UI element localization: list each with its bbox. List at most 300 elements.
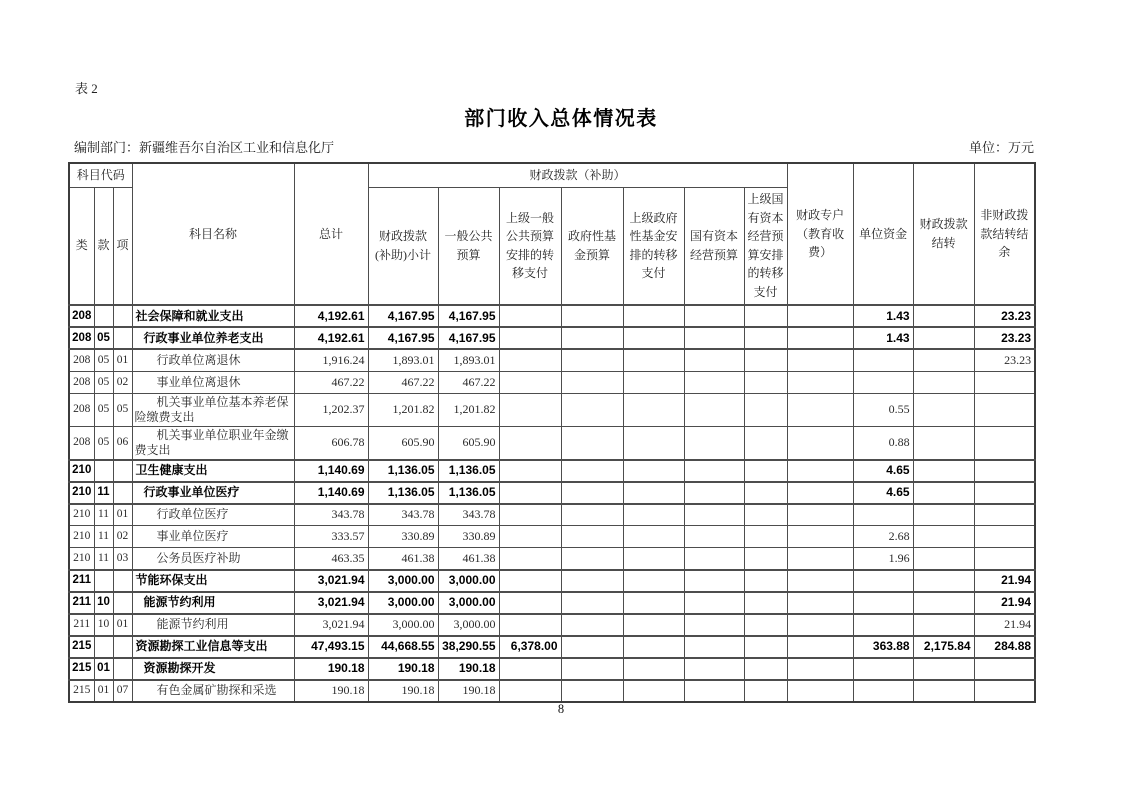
cell-superior-gov-fund-transfer (623, 305, 684, 327)
cell-fiscal-carryover (913, 548, 974, 570)
cell-fiscal-subtotal: 467.22 (368, 371, 438, 393)
cell-code-item (113, 658, 132, 680)
cell-fiscal-subtotal: 461.38 (368, 548, 438, 570)
cell-non-fiscal-carryover (974, 680, 1035, 702)
cell-fiscal-carryover (913, 658, 974, 680)
cell-non-fiscal-carryover (974, 460, 1035, 482)
cell-subject-name: 资源勘探工业信息等支出 (132, 636, 294, 658)
cell-state-capital-budget (684, 548, 744, 570)
cell-subject-name: 社会保障和就业支出 (132, 305, 294, 327)
header-superior-state-capital-transfer: 上级国有资本经营预算安排的转移支付 (744, 187, 787, 305)
cell-non-fiscal-carryover: 21.94 (974, 614, 1035, 636)
cell-superior-gov-fund-transfer (623, 592, 684, 614)
cell-code-class: 208 (69, 371, 94, 393)
cell-superior-state-capital-transfer (744, 460, 787, 482)
cell-gov-fund-budget (561, 570, 623, 592)
cell-fiscal-carryover (913, 305, 974, 327)
cell-gov-fund-budget (561, 614, 623, 636)
cell-fiscal-account-education (787, 592, 853, 614)
cell-fiscal-carryover (913, 349, 974, 371)
cell-superior-general-transfer (499, 658, 561, 680)
cell-fiscal-account-education (787, 371, 853, 393)
cell-gov-fund-budget (561, 504, 623, 526)
cell-superior-gov-fund-transfer (623, 658, 684, 680)
cell-fiscal-account-education (787, 526, 853, 548)
cell-fiscal-subtotal: 3,000.00 (368, 592, 438, 614)
cell-gov-fund-budget (561, 482, 623, 504)
cell-subject-name: 机关事业单位基本养老保险缴费支出 (132, 393, 294, 426)
cell-fiscal-carryover: 2,175.84 (913, 636, 974, 658)
table-row (69, 371, 1035, 393)
cell-code-item: 06 (113, 426, 132, 460)
cell-fiscal-account-education (787, 570, 853, 592)
cell-total: 3,021.94 (294, 614, 368, 636)
cell-fiscal-carryover (913, 504, 974, 526)
cell-superior-general-transfer (499, 614, 561, 636)
cell-code-item: 03 (113, 548, 132, 570)
cell-code-class: 208 (69, 393, 94, 426)
cell-superior-state-capital-transfer (744, 482, 787, 504)
cell-subject-name: 事业单位离退休 (132, 371, 294, 393)
meta-row (74, 137, 1034, 156)
cell-non-fiscal-carryover: 23.23 (974, 349, 1035, 371)
cell-code-section: 05 (94, 371, 113, 393)
cell-general-public-budget: 38,290.55 (438, 636, 499, 658)
cell-gov-fund-budget (561, 305, 623, 327)
cell-code-class: 211 (69, 570, 94, 592)
cell-superior-gov-fund-transfer (623, 426, 684, 460)
cell-total: 1,202.37 (294, 393, 368, 426)
cell-superior-general-transfer: 6,378.00 (499, 636, 561, 658)
cell-non-fiscal-carryover: 23.23 (974, 305, 1035, 327)
cell-unit-funds: 4.65 (853, 460, 913, 482)
cell-code-section: 05 (94, 393, 113, 426)
cell-code-class: 215 (69, 680, 94, 702)
cell-fiscal-account-education (787, 393, 853, 426)
cell-superior-state-capital-transfer (744, 305, 787, 327)
cell-superior-gov-fund-transfer (623, 504, 684, 526)
cell-subject-name: 有色金属矿勘探和采选 (132, 680, 294, 702)
cell-total: 4,192.61 (294, 305, 368, 327)
cell-subject-name: 资源勘探开发 (132, 658, 294, 680)
header-code-item: 项 (113, 187, 132, 305)
cell-non-fiscal-carryover (974, 426, 1035, 460)
cell-gov-fund-budget (561, 548, 623, 570)
table-row (69, 680, 1035, 702)
table-body (69, 305, 1035, 702)
cell-state-capital-budget (684, 482, 744, 504)
cell-code-section: 05 (94, 327, 113, 349)
header-state-capital-budget: 国有资本经营预算 (684, 187, 744, 305)
cell-superior-state-capital-transfer (744, 658, 787, 680)
cell-superior-general-transfer (499, 680, 561, 702)
cell-total: 343.78 (294, 504, 368, 526)
cell-superior-state-capital-transfer (744, 426, 787, 460)
cell-superior-gov-fund-transfer (623, 371, 684, 393)
cell-code-item: 01 (113, 349, 132, 371)
cell-non-fiscal-carryover: 21.94 (974, 592, 1035, 614)
cell-code-item: 02 (113, 526, 132, 548)
cell-state-capital-budget (684, 460, 744, 482)
cell-code-section: 05 (94, 426, 113, 460)
cell-gov-fund-budget (561, 371, 623, 393)
header-code-section: 款 (94, 187, 113, 305)
cell-non-fiscal-carryover (974, 393, 1035, 426)
table-row (69, 460, 1035, 482)
cell-fiscal-subtotal: 1,893.01 (368, 349, 438, 371)
cell-total: 47,493.15 (294, 636, 368, 658)
cell-state-capital-budget (684, 526, 744, 548)
cell-code-section: 10 (94, 614, 113, 636)
cell-superior-state-capital-transfer (744, 570, 787, 592)
cell-state-capital-budget (684, 614, 744, 636)
header-fiscal-appropriation-group: 财政拨款（补助） (368, 163, 787, 187)
cell-state-capital-budget (684, 305, 744, 327)
cell-non-fiscal-carryover (974, 482, 1035, 504)
cell-code-item (113, 570, 132, 592)
cell-non-fiscal-carryover (974, 371, 1035, 393)
cell-unit-funds: 2.68 (853, 526, 913, 548)
cell-code-item: 05 (113, 393, 132, 426)
cell-fiscal-account-education (787, 426, 853, 460)
cell-code-class: 210 (69, 482, 94, 504)
cell-fiscal-account-education (787, 305, 853, 327)
cell-code-section: 11 (94, 504, 113, 526)
cell-fiscal-subtotal: 4,167.95 (368, 305, 438, 327)
cell-code-item (113, 305, 132, 327)
cell-state-capital-budget (684, 636, 744, 658)
cell-fiscal-subtotal: 343.78 (368, 504, 438, 526)
cell-fiscal-account-education (787, 680, 853, 702)
cell-code-class: 215 (69, 658, 94, 680)
cell-fiscal-account-education (787, 327, 853, 349)
cell-unit-funds (853, 349, 913, 371)
cell-subject-name: 机关事业单位职业年金缴费支出 (132, 426, 294, 460)
cell-fiscal-account-education (787, 482, 853, 504)
cell-code-section: 05 (94, 349, 113, 371)
cell-general-public-budget: 3,000.00 (438, 592, 499, 614)
cell-superior-general-transfer (499, 526, 561, 548)
cell-code-section (94, 305, 113, 327)
header-superior-gov-fund-transfer: 上级政府性基金安排的转移支付 (623, 187, 684, 305)
header-grand-total: 总计 (294, 163, 368, 305)
cell-general-public-budget: 190.18 (438, 658, 499, 680)
cell-unit-funds: 363.88 (853, 636, 913, 658)
cell-subject-name: 行政事业单位养老支出 (132, 327, 294, 349)
cell-unit-funds (853, 680, 913, 702)
cell-code-class: 211 (69, 592, 94, 614)
cell-fiscal-carryover (913, 426, 974, 460)
cell-state-capital-budget (684, 504, 744, 526)
cell-code-section: 01 (94, 680, 113, 702)
cell-code-class: 210 (69, 548, 94, 570)
cell-fiscal-account-education (787, 614, 853, 636)
cell-code-section (94, 636, 113, 658)
cell-superior-gov-fund-transfer (623, 614, 684, 636)
cell-state-capital-budget (684, 680, 744, 702)
cell-code-class: 211 (69, 614, 94, 636)
cell-code-class: 208 (69, 426, 94, 460)
cell-non-fiscal-carryover (974, 658, 1035, 680)
cell-general-public-budget: 3,000.00 (438, 570, 499, 592)
cell-superior-gov-fund-transfer (623, 327, 684, 349)
cell-total: 463.35 (294, 548, 368, 570)
cell-gov-fund-budget (561, 526, 623, 548)
cell-gov-fund-budget (561, 349, 623, 371)
table-row (69, 614, 1035, 636)
table-row (69, 393, 1035, 426)
cell-superior-state-capital-transfer (744, 526, 787, 548)
prepared-by-label: 编制部门：新疆维吾尔自治区工业和信息化厅 (74, 140, 335, 155)
cell-fiscal-carryover (913, 460, 974, 482)
header-general-public-budget: 一般公共预算 (438, 187, 499, 305)
cell-general-public-budget: 4,167.95 (438, 327, 499, 349)
cell-superior-general-transfer (499, 570, 561, 592)
cell-state-capital-budget (684, 327, 744, 349)
header-superior-general-transfer: 上级一般公共预算安排的转移支付 (499, 187, 561, 305)
table-row (69, 504, 1035, 526)
cell-superior-gov-fund-transfer (623, 570, 684, 592)
cell-total: 1,140.69 (294, 460, 368, 482)
cell-unit-funds: 1.43 (853, 305, 913, 327)
cell-subject-name: 事业单位医疗 (132, 526, 294, 548)
cell-general-public-budget: 330.89 (438, 526, 499, 548)
cell-code-item (113, 636, 132, 658)
cell-total: 333.57 (294, 526, 368, 548)
cell-general-public-budget: 1,893.01 (438, 349, 499, 371)
cell-fiscal-carryover (913, 526, 974, 548)
unit-label: 单位：万元 (968, 140, 1034, 155)
cell-superior-gov-fund-transfer (623, 526, 684, 548)
cell-fiscal-account-education (787, 658, 853, 680)
cell-unit-funds: 1.96 (853, 548, 913, 570)
cell-state-capital-budget (684, 393, 744, 426)
table-row (69, 526, 1035, 548)
cell-total: 4,192.61 (294, 327, 368, 349)
cell-code-class: 210 (69, 460, 94, 482)
cell-gov-fund-budget (561, 426, 623, 460)
cell-gov-fund-budget (561, 327, 623, 349)
cell-superior-general-transfer (499, 349, 561, 371)
header-fiscal-carryover: 财政拨款结转 (913, 163, 974, 305)
cell-code-item: 02 (113, 371, 132, 393)
page-title: 部门收入总体情况表 (464, 108, 658, 130)
table-row (69, 327, 1035, 349)
cell-unit-funds (853, 658, 913, 680)
cell-non-fiscal-carryover (974, 504, 1035, 526)
cell-general-public-budget: 190.18 (438, 680, 499, 702)
cell-superior-general-transfer (499, 371, 561, 393)
cell-fiscal-account-education (787, 636, 853, 658)
cell-fiscal-carryover (913, 482, 974, 504)
cell-code-section: 01 (94, 658, 113, 680)
header-non-fiscal-carryover: 非财政拨款结转结余 (974, 163, 1035, 305)
header-fiscal-account-education: 财政专户（教育收费） (787, 163, 853, 305)
cell-general-public-budget: 1,136.05 (438, 460, 499, 482)
cell-code-section: 10 (94, 592, 113, 614)
cell-superior-state-capital-transfer (744, 371, 787, 393)
cell-non-fiscal-carryover: 23.23 (974, 327, 1035, 349)
table-row (69, 658, 1035, 680)
cell-code-class: 215 (69, 636, 94, 658)
cell-unit-funds (853, 371, 913, 393)
cell-superior-state-capital-transfer (744, 327, 787, 349)
cell-fiscal-carryover (913, 592, 974, 614)
cell-subject-name: 行政单位离退休 (132, 349, 294, 371)
cell-unit-funds (853, 504, 913, 526)
cell-superior-gov-fund-transfer (623, 349, 684, 371)
cell-superior-state-capital-transfer (744, 636, 787, 658)
cell-code-item: 01 (113, 504, 132, 526)
cell-superior-general-transfer (499, 327, 561, 349)
cell-gov-fund-budget (561, 680, 623, 702)
cell-general-public-budget: 461.38 (438, 548, 499, 570)
cell-superior-general-transfer (499, 548, 561, 570)
cell-code-item: 07 (113, 680, 132, 702)
cell-total: 3,021.94 (294, 592, 368, 614)
header-subject-name: 科目名称 (132, 163, 294, 305)
cell-fiscal-subtotal: 605.90 (368, 426, 438, 460)
cell-superior-state-capital-transfer (744, 592, 787, 614)
table-row (69, 570, 1035, 592)
cell-superior-gov-fund-transfer (623, 548, 684, 570)
cell-code-section: 11 (94, 548, 113, 570)
cell-code-class: 208 (69, 327, 94, 349)
cell-state-capital-budget (684, 592, 744, 614)
cell-superior-state-capital-transfer (744, 548, 787, 570)
cell-fiscal-subtotal: 4,167.95 (368, 327, 438, 349)
cell-unit-funds (853, 592, 913, 614)
cell-gov-fund-budget (561, 393, 623, 426)
cell-fiscal-carryover (913, 570, 974, 592)
cell-code-item (113, 327, 132, 349)
cell-code-item (113, 482, 132, 504)
cell-fiscal-subtotal: 190.18 (368, 658, 438, 680)
cell-superior-general-transfer (499, 482, 561, 504)
cell-fiscal-subtotal: 330.89 (368, 526, 438, 548)
cell-fiscal-carryover (913, 371, 974, 393)
cell-total: 606.78 (294, 426, 368, 460)
page-number: 8 (557, 702, 565, 716)
cell-non-fiscal-carryover (974, 548, 1035, 570)
cell-fiscal-subtotal: 3,000.00 (368, 614, 438, 636)
table-label: 表 2 (75, 81, 98, 96)
cell-non-fiscal-carryover: 284.88 (974, 636, 1035, 658)
cell-superior-gov-fund-transfer (623, 460, 684, 482)
cell-code-item: 01 (113, 614, 132, 636)
cell-general-public-budget: 3,000.00 (438, 614, 499, 636)
cell-fiscal-account-education (787, 460, 853, 482)
cell-code-class: 208 (69, 305, 94, 327)
cell-unit-funds (853, 614, 913, 636)
cell-fiscal-account-education (787, 548, 853, 570)
cell-superior-state-capital-transfer (744, 349, 787, 371)
header-code-class: 类 (69, 187, 94, 305)
header-subject-code-group: 科目代码 (69, 163, 132, 187)
table-row (69, 548, 1035, 570)
cell-unit-funds: 0.88 (853, 426, 913, 460)
cell-superior-general-transfer (499, 460, 561, 482)
cell-superior-general-transfer (499, 393, 561, 426)
cell-subject-name: 能源节约利用 (132, 614, 294, 636)
cell-total: 1,140.69 (294, 482, 368, 504)
cell-code-class: 210 (69, 526, 94, 548)
cell-non-fiscal-carryover: 21.94 (974, 570, 1035, 592)
cell-total: 3,021.94 (294, 570, 368, 592)
table-row (69, 426, 1035, 460)
cell-subject-name: 行政事业单位医疗 (132, 482, 294, 504)
cell-superior-general-transfer (499, 426, 561, 460)
cell-superior-gov-fund-transfer (623, 636, 684, 658)
cell-unit-funds: 1.43 (853, 327, 913, 349)
cell-state-capital-budget (684, 371, 744, 393)
cell-subject-name: 行政单位医疗 (132, 504, 294, 526)
cell-total: 190.18 (294, 680, 368, 702)
cell-state-capital-budget (684, 349, 744, 371)
cell-fiscal-carryover (913, 614, 974, 636)
cell-fiscal-subtotal: 190.18 (368, 680, 438, 702)
cell-general-public-budget: 605.90 (438, 426, 499, 460)
cell-code-section (94, 570, 113, 592)
cell-total: 467.22 (294, 371, 368, 393)
cell-total: 190.18 (294, 658, 368, 680)
cell-fiscal-subtotal: 44,668.55 (368, 636, 438, 658)
cell-superior-state-capital-transfer (744, 393, 787, 426)
cell-subject-name: 能源节约利用 (132, 592, 294, 614)
table-row (69, 482, 1035, 504)
cell-fiscal-subtotal: 1,201.82 (368, 393, 438, 426)
cell-gov-fund-budget (561, 592, 623, 614)
cell-state-capital-budget (684, 658, 744, 680)
cell-general-public-budget: 4,167.95 (438, 305, 499, 327)
cell-unit-funds: 0.55 (853, 393, 913, 426)
cell-gov-fund-budget (561, 460, 623, 482)
cell-subject-name: 公务员医疗补助 (132, 548, 294, 570)
table-row (69, 349, 1035, 371)
cell-code-section: 11 (94, 482, 113, 504)
cell-general-public-budget: 1,201.82 (438, 393, 499, 426)
cell-state-capital-budget (684, 426, 744, 460)
table-row (69, 636, 1035, 658)
header-fiscal-subtotal: 财政拨款(补助)小计 (368, 187, 438, 305)
table-row (69, 305, 1035, 327)
cell-subject-name: 卫生健康支出 (132, 460, 294, 482)
cell-subject-name: 节能环保支出 (132, 570, 294, 592)
cell-general-public-budget: 1,136.05 (438, 482, 499, 504)
cell-total: 1,916.24 (294, 349, 368, 371)
cell-gov-fund-budget (561, 658, 623, 680)
cell-non-fiscal-carryover (974, 526, 1035, 548)
header-unit-funds: 单位资金 (853, 163, 913, 305)
table-row (69, 592, 1035, 614)
cell-code-item (113, 592, 132, 614)
header-gov-fund-budget: 政府性基金预算 (561, 187, 623, 305)
cell-superior-state-capital-transfer (744, 614, 787, 636)
cell-gov-fund-budget (561, 636, 623, 658)
cell-superior-general-transfer (499, 504, 561, 526)
cell-code-section (94, 460, 113, 482)
cell-superior-state-capital-transfer (744, 504, 787, 526)
cell-fiscal-subtotal: 1,136.05 (368, 482, 438, 504)
cell-superior-gov-fund-transfer (623, 393, 684, 426)
cell-superior-gov-fund-transfer (623, 680, 684, 702)
cell-fiscal-carryover (913, 393, 974, 426)
cell-general-public-budget: 343.78 (438, 504, 499, 526)
cell-fiscal-carryover (913, 327, 974, 349)
cell-unit-funds (853, 570, 913, 592)
cell-code-class: 210 (69, 504, 94, 526)
cell-fiscal-account-education (787, 504, 853, 526)
